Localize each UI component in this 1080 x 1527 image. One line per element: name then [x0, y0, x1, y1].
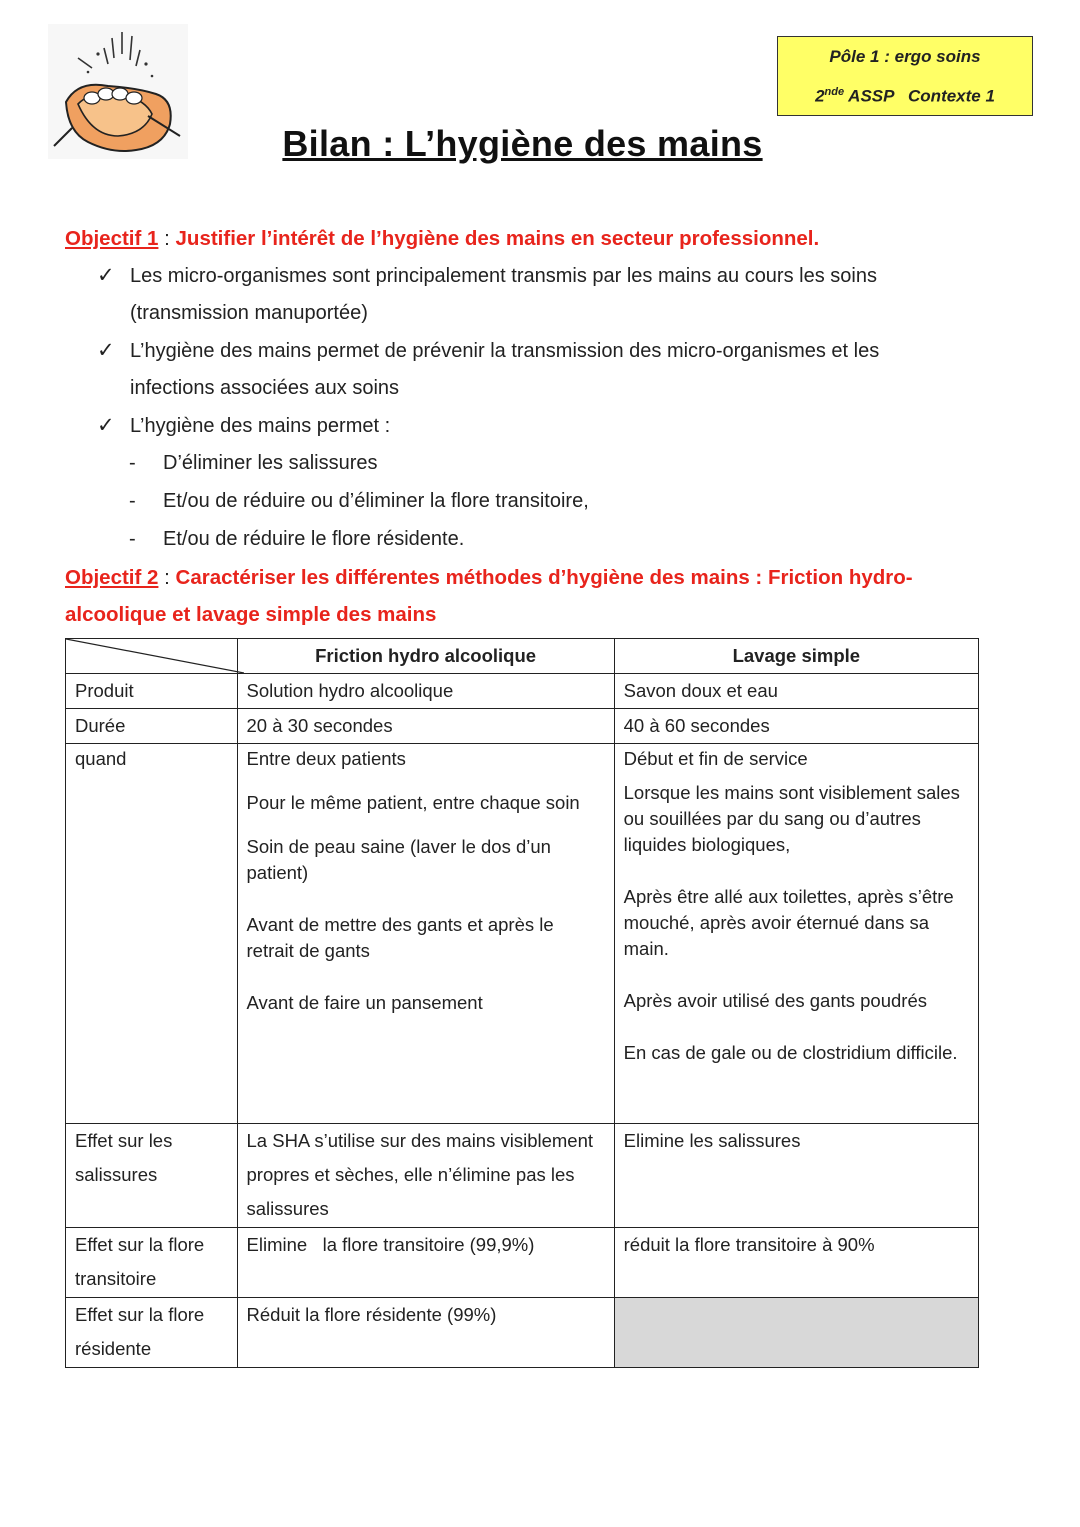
table-row [66, 674, 979, 709]
friction-when-5: Avant de faire un pansement [246, 992, 483, 1013]
row-label-duree: Durée [66, 709, 238, 744]
bullet-3-line-1: L’hygiène des mains permet : [130, 415, 391, 437]
row-label-quand: quand [66, 744, 238, 1124]
objective-1-label: Objectif 1 [65, 227, 159, 250]
objective-1-heading [65, 227, 819, 251]
table-row [66, 709, 979, 744]
header-lavage: Lavage simple [614, 639, 978, 674]
cell-lavage-residente-empty [614, 1298, 978, 1368]
lavage-when-4: Après avoir utilisé des gants poudrés [623, 990, 928, 1011]
subitem-1: D’éliminer les salissures [163, 452, 378, 474]
friction-when-4: Avant de mettre des gants et après le retrait de gants [246, 914, 554, 961]
friction-when-2: Pour le même patient, entre chaque soin [246, 792, 580, 813]
cell-friction-quand [237, 744, 614, 1124]
lavage-when-5: En cas de gale ou de clostridium difficile. [623, 1042, 958, 1063]
lavage-when-1: Début et fin de service [623, 748, 808, 769]
subitem-2: Et/ou de réduire ou d’éliminer la flore transitoire, [163, 490, 589, 512]
badge-line-2 [778, 86, 1032, 107]
diagonal-line [66, 639, 244, 673]
checkmark-icon: ✓ [97, 414, 115, 437]
cell-friction-residente: Réduit la flore résidente (99%) [237, 1298, 614, 1368]
badge-line-1: Pôle 1 : ergo soins [829, 47, 981, 66]
badge-grade: 2 [815, 86, 825, 106]
cell-lavage-produit: Savon doux et eau [614, 674, 978, 709]
page-title: Bilan : L’hygiène des mains [282, 123, 763, 164]
dash-bullet: - [129, 490, 136, 512]
table-row [66, 744, 979, 1124]
row-label-produit: Produit [66, 674, 238, 709]
cell-friction-salissures: La SHA s’utilise sur des mains visiblement propres et sèches, elle n’élimine pas les salissures [237, 1124, 614, 1228]
lavage-when-2: Lorsque les mains sont visiblement sales ou souillées par du sang ou d’autres liquides biologiques, [623, 782, 960, 855]
objective-2-text-line-1: Caractériser les différentes méthodes d’hygiène des mains : Friction hydro- [175, 566, 913, 589]
dash-bullet: - [129, 452, 136, 474]
badge-grade-sup: nde [824, 86, 845, 98]
table-row [66, 1298, 979, 1368]
checkmark-icon: ✓ [97, 339, 115, 362]
cell-friction-duree: 20 à 30 secondes [237, 709, 614, 744]
cell-lavage-salissures: Elimine les salissures [614, 1124, 978, 1228]
table-row [66, 1124, 979, 1228]
objective-1-text: Justifier l’intérêt de l’hygiène des mains en secteur professionnel. [175, 227, 820, 250]
cell-friction-produit: Solution hydro alcoolique [237, 674, 614, 709]
dash-bullet: - [129, 528, 136, 550]
badge-class: ASSP Contexte 1 [844, 86, 995, 106]
row-label-transitoire: Effet sur la flore transitoire [66, 1228, 238, 1298]
objective-2-heading [65, 566, 913, 590]
table-corner-cell [66, 639, 238, 674]
checkmark-icon: ✓ [97, 264, 115, 287]
lavage-when-3: Après être allé aux toilettes, après s’être mouché, après avoir éternué dans sa main. [623, 886, 954, 959]
cell-lavage-transitoire: réduit la flore transitoire à 90% [614, 1228, 978, 1298]
course-badge [777, 36, 1033, 116]
cell-friction-transitoire: Elimine la flore transitoire (99,9%) [237, 1228, 614, 1298]
cell-lavage-quand [614, 744, 978, 1124]
bullet-1-line-1: Les micro-organismes sont principalement transmis par les mains au cours les soins [130, 265, 877, 287]
cell-lavage-duree: 40 à 60 secondes [614, 709, 978, 744]
bullet-2-line-1: L’hygiène des mains permet de prévenir la transmission des micro-organismes et les [130, 340, 880, 362]
comparison-table [65, 638, 979, 1368]
table-row [66, 1228, 979, 1298]
objective-2-sep: : [158, 566, 176, 589]
row-label-salissures: Effet sur les salissures [66, 1124, 238, 1228]
bullet-1-line-2: (transmission manuportée) [130, 302, 368, 324]
objective-1-sep: : [158, 227, 176, 250]
row-label-residente: Effet sur la flore résidente [66, 1298, 238, 1368]
header-friction: Friction hydro alcoolique [237, 639, 614, 674]
objective-2-label: Objectif 2 [65, 566, 159, 589]
objective-2-text-line-2: alcoolique et lavage simple des mains [65, 603, 437, 626]
bullet-2-line-2: infections associées aux soins [130, 377, 400, 399]
subitem-3: Et/ou de réduire le flore résidente. [163, 528, 465, 550]
friction-when-1: Entre deux patients [246, 748, 406, 769]
table-header-row [66, 639, 979, 674]
friction-when-3: Soin de peau saine (laver le dos d’un patient) [246, 836, 551, 883]
